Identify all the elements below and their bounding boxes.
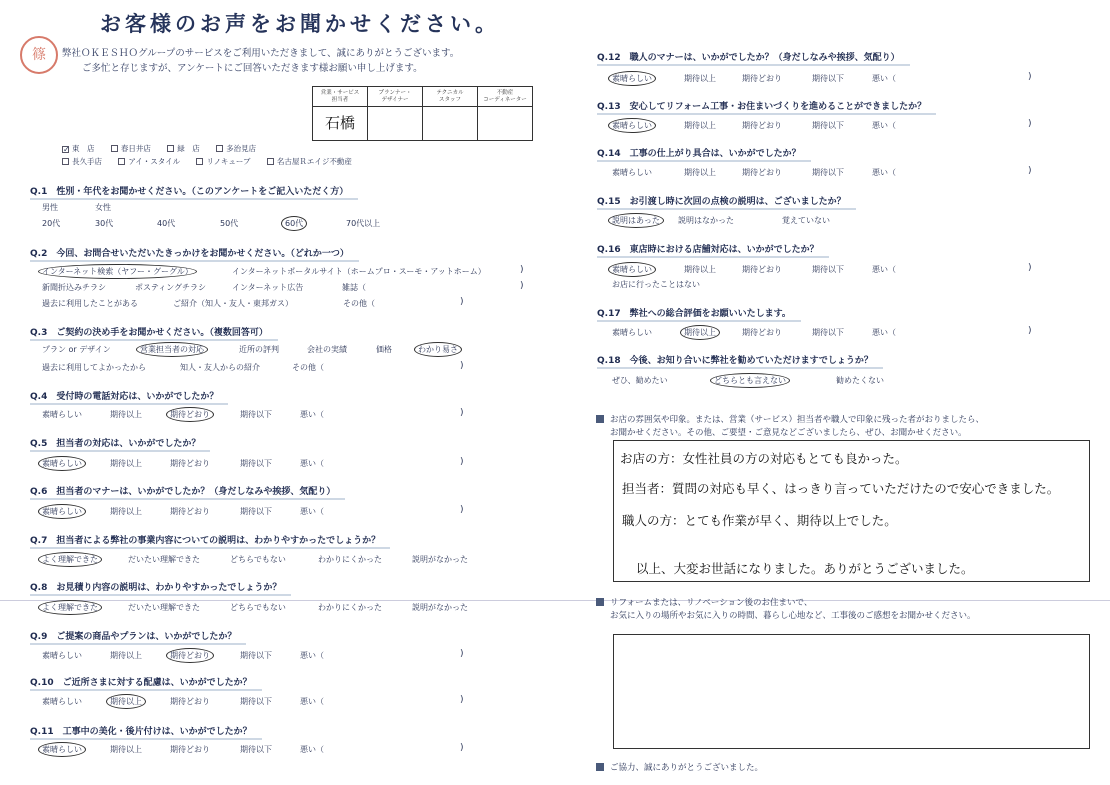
store-option[interactable]: 春日井店 bbox=[111, 142, 151, 155]
question-12-option[interactable]: 期待以下 bbox=[812, 74, 844, 83]
question-2-option[interactable]: ポスティングチラシ bbox=[135, 283, 207, 292]
question-6-option[interactable]: 期待以下 bbox=[240, 507, 272, 516]
question-14-label: Q.14 工事の仕上がり具合は、いかがでしたか？ bbox=[597, 146, 801, 159]
question-12-label: Q.12 職人のマナーは、いかがでしたか？（身だしなみや挨拶、気配り） bbox=[597, 50, 900, 63]
question-14-option[interactable]: 期待どおり bbox=[742, 168, 782, 177]
question-7-option[interactable]: だいたい理解できた bbox=[128, 555, 200, 564]
staff-value-technical[interactable] bbox=[423, 107, 478, 141]
checkbox-icon[interactable] bbox=[118, 158, 125, 165]
question-12-option[interactable]: 期待以上 bbox=[684, 74, 716, 83]
question-16-option[interactable]: 期待以下 bbox=[812, 265, 844, 274]
question-14-option[interactable]: 期待以上 bbox=[684, 168, 716, 177]
question-4-option[interactable]: 素晴らしい bbox=[42, 410, 82, 419]
question-1-option[interactable]: 50代 bbox=[220, 219, 239, 228]
question-9-option[interactable]: 期待以下 bbox=[240, 651, 272, 660]
question-4-option[interactable]: 悪い（ bbox=[300, 410, 324, 419]
store-option[interactable]: リノキューブ bbox=[196, 155, 250, 168]
question-12-option[interactable]: 期待どおり bbox=[742, 74, 782, 83]
store-checklist bbox=[62, 142, 366, 168]
question-16-label: Q.16 東店時における店舗対応は、いかがでしたか？ bbox=[597, 242, 819, 255]
question-10-option[interactable]: 素晴らしい bbox=[42, 697, 82, 706]
question-12-option[interactable]: 悪い（ bbox=[872, 74, 896, 83]
question-2-option[interactable]: その他（ bbox=[343, 299, 375, 308]
close-paren: ) bbox=[460, 505, 464, 515]
question-15-label: Q.15 お引渡し時に次回の点検の説明は、ございましたか？ bbox=[597, 194, 846, 207]
question-16-option[interactable]: 期待どおり bbox=[742, 265, 782, 274]
question-1-option[interactable]: 60代 bbox=[281, 216, 307, 231]
question-8-label: Q.8 お見積り内容の説明は、わかりやすかったでしょうか？ bbox=[30, 580, 281, 593]
intro-line-1: 弊社ＯＫＥＳＨＯグループのサービスをご利用いただきまして、誠にありがとうございます。 bbox=[62, 48, 460, 59]
question-5-option[interactable]: 悪い（ bbox=[300, 459, 324, 468]
store-option[interactable]: ✓ 東 店 bbox=[63, 144, 95, 154]
question-8-option[interactable]: だいたい理解できた bbox=[128, 603, 200, 612]
checkbox-checked-icon[interactable]: ✓ bbox=[63, 145, 70, 154]
question-8-option[interactable]: わかりにくかった bbox=[318, 603, 382, 612]
question-14-option[interactable]: 悪い（ bbox=[872, 168, 896, 177]
question-6-option[interactable]: 期待以上 bbox=[110, 507, 142, 516]
comments-prompt: お店の雰囲気や印象。または、営業（サービス）担当者や職人で印象に残った者がおりましたら、 お聞かせください。その他、ご要望・ご意見などございましたら、ぜひ、お聞かせください。 bbox=[596, 414, 984, 440]
question-1-option[interactable]: 30代 bbox=[95, 219, 114, 228]
question-9-option[interactable]: 期待どおり bbox=[166, 648, 214, 663]
checkbox-icon[interactable] bbox=[62, 158, 69, 165]
question-3-option[interactable]: その他（ bbox=[292, 363, 324, 372]
question-13-option[interactable]: 悪い（ bbox=[872, 121, 896, 130]
close-paren: ) bbox=[460, 649, 464, 659]
question-5-label: Q.5 担当者の対応は、いかがでしたか？ bbox=[30, 436, 200, 449]
comment-line: 担当者：質問の対応も早く、はっきり言っていただけたので安心できました。 bbox=[622, 481, 1060, 496]
question-5-option[interactable]: 期待以下 bbox=[240, 459, 272, 468]
question-3-option[interactable]: 知人・友人からの紹介 bbox=[180, 363, 260, 372]
question-1-option[interactable]: 男性 bbox=[42, 203, 58, 212]
close-paren: ) bbox=[520, 265, 524, 275]
question-11-label: Q.11 工事中の美化・後片付けは、いかがでしたか？ bbox=[30, 724, 252, 737]
close-paren: ) bbox=[1028, 326, 1032, 336]
question-5-option[interactable]: 期待どおり bbox=[170, 459, 210, 468]
question-7-option[interactable]: わかりにくかった bbox=[318, 555, 382, 564]
question-18-option[interactable]: ぜひ、勧めたい bbox=[612, 376, 668, 385]
question-2-option[interactable]: ご紹介（知人・友人・東邦ガス） bbox=[173, 299, 293, 308]
company-seal: 篠 bbox=[20, 36, 58, 74]
question-10-label: Q.10 ご近所さまに対する配慮は、いかがでしたか？ bbox=[30, 675, 252, 688]
staff-header-realestate: 不動産 コーディネーター bbox=[478, 87, 533, 107]
question-7-option[interactable]: 説明がなかった bbox=[412, 555, 468, 564]
close-paren: ) bbox=[1028, 119, 1032, 129]
question-8-option[interactable]: 説明がなかった bbox=[412, 603, 468, 612]
question-16-option[interactable]: 素晴らしい bbox=[608, 262, 656, 277]
question-2-option[interactable]: インターネットポータルサイト（ホームプロ・スーモ・アットホーム） bbox=[232, 267, 486, 276]
question-8-option[interactable]: どちらでもない bbox=[230, 603, 286, 612]
question-6-option[interactable]: 悪い（ bbox=[300, 507, 324, 516]
checkbox-icon[interactable] bbox=[216, 145, 223, 152]
question-9-option[interactable]: 素晴らしい bbox=[42, 651, 82, 660]
close-paren: ) bbox=[460, 695, 464, 705]
close-paren: ) bbox=[1028, 166, 1032, 176]
store-option[interactable]: 多治見店 bbox=[216, 142, 256, 155]
question-2-option[interactable]: 新聞折込みチラシ bbox=[42, 283, 106, 292]
question-3-option[interactable]: 過去に利用してよかったから bbox=[42, 363, 146, 372]
close-paren: ) bbox=[520, 281, 524, 291]
question-10-option[interactable]: 悪い（ bbox=[300, 697, 324, 706]
question-18-option[interactable]: どちらとも言えない bbox=[710, 373, 790, 388]
question-16-option[interactable]: 悪い（ bbox=[872, 265, 896, 274]
question-18-option[interactable]: 勧めたくない bbox=[836, 376, 884, 385]
close-paren: ) bbox=[460, 361, 464, 371]
staff-value-sales[interactable]: 石橋 bbox=[313, 107, 368, 141]
question-13-option[interactable]: 期待以下 bbox=[812, 121, 844, 130]
close-paren: ) bbox=[1028, 263, 1032, 273]
question-7-option[interactable]: どちらでもない bbox=[230, 555, 286, 564]
question-3-option[interactable]: プラン or デザイン bbox=[42, 345, 111, 354]
staff-header-planner: プランナー・ デザイナー bbox=[368, 87, 423, 107]
question-6-option[interactable]: 素晴らしい bbox=[38, 504, 86, 519]
question-6-label: Q.6 担当者のマナーは、いかがでしたか？（身だしなみや挨拶、気配り） bbox=[30, 484, 335, 497]
question-4-option[interactable]: 期待以上 bbox=[110, 410, 142, 419]
question-1-label: Q.1 性別・年代をお聞かせください。（このアンケートをご記入いただく方） bbox=[30, 184, 348, 197]
checkbox-icon[interactable] bbox=[267, 158, 274, 165]
footer-thanks: ご協力、誠にありがとうございました。 bbox=[596, 762, 763, 775]
question-17-option[interactable]: 素晴らしい bbox=[612, 328, 652, 337]
staff-table bbox=[312, 86, 533, 141]
question-9-label: Q.9 ご提案の商品やプランは、いかがでしたか？ bbox=[30, 629, 236, 642]
square-bullet-icon bbox=[596, 763, 604, 771]
question-1-option[interactable]: 40代 bbox=[157, 219, 176, 228]
question-4-label: Q.4 受付時の電話対応は、いかがでしたか？ bbox=[30, 389, 218, 402]
question-15-option[interactable]: 説明はなかった bbox=[678, 216, 734, 225]
close-paren: ) bbox=[1028, 72, 1032, 82]
square-bullet-icon bbox=[596, 598, 604, 606]
intro-line-2: ご多忙と存じますが、アンケートにご回答いただきます様お願い申し上げます。 bbox=[82, 63, 423, 74]
question-3-option[interactable]: 近所の評判 bbox=[239, 345, 279, 354]
close-paren: ) bbox=[460, 743, 464, 753]
question-1-option[interactable]: 70代以上 bbox=[346, 219, 381, 228]
comment-line: 以上、大変お世話になりました。ありがとうございました。 bbox=[636, 561, 974, 576]
question-15-option[interactable]: 覚えていない bbox=[782, 216, 830, 225]
question-16-option[interactable]: 期待以上 bbox=[684, 265, 716, 274]
staff-header-sales: 営業・サービス 担当者 bbox=[313, 87, 368, 107]
question-13-option[interactable]: 素晴らしい bbox=[608, 118, 656, 133]
question-14-option[interactable]: 素晴らしい bbox=[612, 168, 652, 177]
question-9-option[interactable]: 悪い（ bbox=[300, 651, 324, 660]
question-11-option[interactable]: 期待以下 bbox=[240, 745, 272, 754]
question-3-option[interactable]: わかり易さ bbox=[414, 342, 462, 357]
question-14-option[interactable]: 期待以下 bbox=[812, 168, 844, 177]
question-10-option[interactable]: 期待以下 bbox=[240, 697, 272, 706]
question-10-option[interactable]: 期待以上 bbox=[106, 694, 146, 709]
square-bullet-icon bbox=[596, 415, 604, 423]
question-5-option[interactable]: 素晴らしい bbox=[38, 456, 86, 471]
question-16-option[interactable]: お店に行ったことはない bbox=[612, 280, 700, 289]
question-17-option[interactable]: 期待どおり bbox=[742, 328, 782, 337]
store-option[interactable]: 長久手店 bbox=[62, 155, 102, 168]
question-2-option[interactable]: 雑誌（ bbox=[342, 283, 366, 292]
question-10-option[interactable]: 期待どおり bbox=[170, 697, 210, 706]
question-17-option[interactable]: 期待以上 bbox=[680, 325, 720, 340]
checkbox-icon[interactable] bbox=[167, 145, 174, 152]
question-3-option[interactable]: 会社の実績 bbox=[307, 345, 347, 354]
question-15-option[interactable]: 説明はあった bbox=[608, 213, 664, 228]
question-17-option[interactable]: 期待以下 bbox=[812, 328, 844, 337]
store-option[interactable]: アイ・スタイル bbox=[118, 155, 180, 168]
checkbox-icon[interactable] bbox=[196, 158, 203, 165]
comment-line: 職人の方：とても作業が早く、期待以上でした。 bbox=[622, 513, 897, 528]
question-13-option[interactable]: 期待以上 bbox=[684, 121, 716, 130]
close-paren: ) bbox=[460, 457, 464, 467]
question-8-option[interactable]: よく理解できた bbox=[38, 600, 102, 615]
staff-value-realestate[interactable] bbox=[478, 107, 533, 141]
question-7-option[interactable]: よく理解できた bbox=[38, 552, 102, 567]
question-2-option[interactable]: インターネット広告 bbox=[232, 283, 304, 292]
question-17-option[interactable]: 悪い（ bbox=[872, 328, 896, 337]
question-7-label: Q.7 担当者による弊社の事業内容についての説明は、わかりやすかったでしょうか？ bbox=[30, 533, 380, 546]
page-title: お客様のお声をお聞かせください。 bbox=[100, 12, 500, 36]
question-6-option[interactable]: 期待どおり bbox=[170, 507, 210, 516]
store-option[interactable]: 名古屋Ｒエイジ不動産 bbox=[267, 155, 352, 168]
question-11-option[interactable]: 期待以上 bbox=[110, 745, 142, 754]
question-13-option[interactable]: 期待どおり bbox=[742, 121, 782, 130]
reform-prompt: リフォームまたは、リノベーション後のお住まいで、 お気に入りの場所やお気に入りの時間、暮らし心地など、工事後のご感想をお聞かせください。 bbox=[596, 597, 976, 623]
question-11-option[interactable]: 悪い（ bbox=[300, 745, 324, 754]
question-3-label: Q.3 ご契約の決め手をお聞かせください。（複数回答可） bbox=[30, 325, 268, 338]
question-1-option[interactable]: 20代 bbox=[42, 219, 61, 228]
question-18-label: Q.18 今後、お知り合いに弊社を勧めていただけますでしょうか？ bbox=[597, 353, 873, 366]
close-paren: ) bbox=[460, 297, 464, 307]
question-9-option[interactable]: 期待以上 bbox=[110, 651, 142, 660]
question-5-option[interactable]: 期待以上 bbox=[110, 459, 142, 468]
question-2-label: Q.2 今回、お問合せいただいたきっかけをお聞かせください。（どれか一つ） bbox=[30, 246, 349, 259]
question-11-option[interactable]: 期待どおり bbox=[170, 745, 210, 754]
comment-line: お店の方：女性社員の方の対応もとても良かった。 bbox=[620, 451, 908, 466]
staff-value-planner[interactable] bbox=[368, 107, 423, 141]
checkbox-icon[interactable] bbox=[111, 145, 118, 152]
store-option[interactable]: 緑 店 bbox=[167, 142, 200, 155]
question-2-option[interactable]: インターネット検索（ヤフー・グーグル） bbox=[38, 264, 197, 279]
question-3-option[interactable]: 価格 bbox=[376, 345, 392, 354]
comment-box[interactable] bbox=[613, 440, 1090, 582]
intro-text bbox=[62, 46, 459, 76]
reform-comment-box[interactable] bbox=[613, 634, 1090, 749]
question-13-label: Q.13 安心してリフォーム工事・お住まいづくりを進めることができましたか？ bbox=[597, 99, 926, 112]
question-12-option[interactable]: 素晴らしい bbox=[608, 71, 656, 86]
question-3-option[interactable]: 営業担当者の対応 bbox=[136, 342, 208, 357]
question-11-option[interactable]: 素晴らしい bbox=[38, 742, 86, 757]
close-paren: ) bbox=[460, 408, 464, 418]
question-1-option[interactable]: 女性 bbox=[95, 203, 111, 212]
question-4-option[interactable]: 期待以下 bbox=[240, 410, 272, 419]
question-2-option[interactable]: 過去に利用したことがある bbox=[42, 299, 138, 308]
question-17-label: Q.17 弊社への総合評価をお願いいたします。 bbox=[597, 306, 791, 319]
staff-header-technical: テクニカル スタッフ bbox=[423, 87, 478, 107]
question-4-option[interactable]: 期待どおり bbox=[166, 407, 214, 422]
